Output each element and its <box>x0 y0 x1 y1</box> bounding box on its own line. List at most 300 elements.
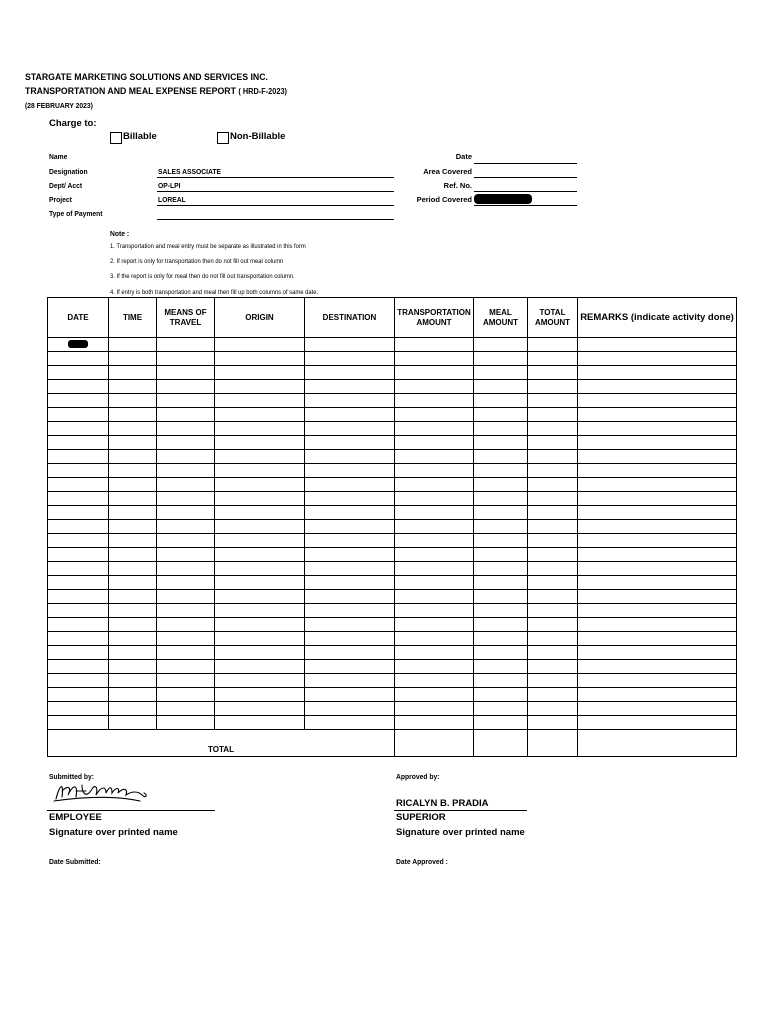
table-cell[interactable] <box>215 702 305 716</box>
table-cell[interactable] <box>215 492 305 506</box>
table-cell[interactable] <box>474 422 528 436</box>
table-cell[interactable] <box>157 590 215 604</box>
table-cell[interactable] <box>48 478 109 492</box>
table-cell[interactable] <box>305 478 395 492</box>
area-covered-line <box>474 177 577 178</box>
table-cell[interactable] <box>305 450 395 464</box>
table-cell[interactable] <box>578 506 737 520</box>
table-cell[interactable] <box>48 450 109 464</box>
total-remarks-cell[interactable] <box>578 730 737 757</box>
table-cell[interactable] <box>109 352 157 366</box>
table-cell[interactable] <box>157 520 215 534</box>
table-cell[interactable] <box>474 702 528 716</box>
table-row <box>48 576 737 590</box>
table-cell[interactable] <box>109 506 157 520</box>
table-cell[interactable] <box>528 464 578 478</box>
table-cell[interactable] <box>215 716 305 730</box>
table-cell[interactable] <box>305 590 395 604</box>
table-cell[interactable] <box>578 436 737 450</box>
table-cell[interactable] <box>395 380 474 394</box>
table-cell[interactable] <box>215 422 305 436</box>
table-cell[interactable] <box>48 492 109 506</box>
note-item-2: 2. If report is only for transportation then do not fill out meal column <box>110 258 284 265</box>
table-cell[interactable] <box>305 688 395 702</box>
table-cell[interactable] <box>578 422 737 436</box>
table-cell[interactable] <box>305 436 395 450</box>
table-cell[interactable] <box>157 408 215 422</box>
table-cell[interactable] <box>528 408 578 422</box>
table-cell[interactable] <box>474 352 528 366</box>
table-cell[interactable] <box>109 534 157 548</box>
table-cell[interactable] <box>109 394 157 408</box>
table-cell[interactable] <box>109 646 157 660</box>
employee-signature-caption: Signature over printed name <box>49 827 178 838</box>
table-cell[interactable] <box>305 394 395 408</box>
table-cell[interactable] <box>578 492 737 506</box>
table-cell[interactable] <box>157 338 215 352</box>
table-cell[interactable] <box>215 450 305 464</box>
table-cell[interactable] <box>578 604 737 618</box>
table-cell[interactable] <box>578 380 737 394</box>
table-cell[interactable] <box>305 646 395 660</box>
table-cell[interactable] <box>474 366 528 380</box>
table-cell[interactable] <box>215 604 305 618</box>
table-cell[interactable] <box>109 688 157 702</box>
table-cell[interactable] <box>395 576 474 590</box>
table-cell[interactable] <box>528 674 578 688</box>
report-date: (28 FEBRUARY 2023) <box>25 101 93 110</box>
table-cell[interactable] <box>395 492 474 506</box>
billable-checkbox[interactable] <box>110 132 122 144</box>
table-cell[interactable] <box>48 548 109 562</box>
table-cell[interactable] <box>474 688 528 702</box>
table-cell[interactable] <box>578 632 737 646</box>
table-cell[interactable] <box>157 352 215 366</box>
table-cell[interactable] <box>157 576 215 590</box>
table-cell[interactable] <box>48 380 109 394</box>
table-cell[interactable] <box>305 702 395 716</box>
table-cell[interactable] <box>395 520 474 534</box>
table-row <box>48 450 737 464</box>
table-cell[interactable] <box>215 436 305 450</box>
table-cell[interactable] <box>474 394 528 408</box>
table-cell[interactable] <box>474 380 528 394</box>
table-cell[interactable] <box>109 366 157 380</box>
table-cell[interactable] <box>578 520 737 534</box>
table-cell[interactable] <box>578 408 737 422</box>
table-row <box>48 702 737 716</box>
table-cell[interactable] <box>395 548 474 562</box>
table-cell[interactable] <box>474 576 528 590</box>
table-cell[interactable] <box>305 604 395 618</box>
table-cell[interactable] <box>305 674 395 688</box>
table-cell[interactable] <box>48 660 109 674</box>
table-row <box>48 422 737 436</box>
table-cell[interactable] <box>528 492 578 506</box>
table-cell[interactable] <box>48 352 109 366</box>
table-cell[interactable] <box>395 436 474 450</box>
table-cell[interactable] <box>528 450 578 464</box>
table-cell[interactable] <box>395 646 474 660</box>
table-cell[interactable] <box>109 380 157 394</box>
table-cell[interactable] <box>395 716 474 730</box>
table-cell[interactable] <box>215 548 305 562</box>
table-cell[interactable] <box>528 534 578 548</box>
total-transportation-cell[interactable] <box>395 730 474 757</box>
table-cell[interactable] <box>305 492 395 506</box>
table-cell[interactable] <box>157 492 215 506</box>
table-cell[interactable] <box>215 618 305 632</box>
table-cell[interactable] <box>528 604 578 618</box>
table-cell[interactable] <box>578 576 737 590</box>
table-cell[interactable] <box>305 548 395 562</box>
table-cell[interactable] <box>157 562 215 576</box>
table-cell[interactable] <box>215 464 305 478</box>
table-cell[interactable] <box>395 632 474 646</box>
table-cell[interactable] <box>157 380 215 394</box>
table-cell[interactable] <box>305 660 395 674</box>
table-cell[interactable] <box>395 422 474 436</box>
table-cell[interactable] <box>157 436 215 450</box>
table-cell[interactable] <box>395 674 474 688</box>
table-cell[interactable] <box>48 688 109 702</box>
table-cell[interactable] <box>157 464 215 478</box>
table-cell[interactable] <box>474 660 528 674</box>
table-cell[interactable] <box>48 590 109 604</box>
table-cell[interactable] <box>305 520 395 534</box>
table-cell[interactable] <box>474 478 528 492</box>
table-cell[interactable] <box>109 338 157 352</box>
table-cell[interactable] <box>474 590 528 604</box>
table-row <box>48 478 737 492</box>
table-cell[interactable] <box>528 576 578 590</box>
col-means-of-travel: MEANS OF TRAVEL <box>157 298 215 338</box>
table-cell[interactable] <box>48 716 109 730</box>
table-cell[interactable] <box>109 562 157 576</box>
total-meal-cell[interactable] <box>474 730 528 757</box>
table-cell[interactable] <box>474 646 528 660</box>
table-cell[interactable] <box>157 366 215 380</box>
table-cell[interactable] <box>157 618 215 632</box>
table-cell[interactable] <box>474 548 528 562</box>
table-cell[interactable] <box>305 380 395 394</box>
table-cell[interactable] <box>215 646 305 660</box>
table-cell[interactable] <box>528 590 578 604</box>
table-cell[interactable] <box>474 408 528 422</box>
table-cell[interactable] <box>395 534 474 548</box>
table-cell[interactable] <box>395 478 474 492</box>
table-cell[interactable] <box>109 520 157 534</box>
table-cell[interactable] <box>48 394 109 408</box>
table-cell[interactable] <box>528 352 578 366</box>
table-cell[interactable] <box>109 450 157 464</box>
table-cell[interactable] <box>578 562 737 576</box>
table-cell[interactable] <box>305 618 395 632</box>
table-cell[interactable] <box>528 548 578 562</box>
table-cell[interactable] <box>305 352 395 366</box>
table-cell[interactable] <box>215 478 305 492</box>
table-cell[interactable] <box>528 660 578 674</box>
table-cell[interactable] <box>528 562 578 576</box>
table-cell[interactable] <box>305 422 395 436</box>
employee-signature-line <box>47 810 215 811</box>
employee-signature <box>52 779 152 805</box>
table-cell[interactable] <box>215 408 305 422</box>
table-cell[interactable] <box>528 422 578 436</box>
ref-no-line <box>474 191 577 192</box>
table-row <box>48 338 737 352</box>
table-cell[interactable] <box>48 604 109 618</box>
expense-table <box>47 297 737 757</box>
table-cell[interactable] <box>578 660 737 674</box>
table-cell[interactable] <box>528 478 578 492</box>
table-cell[interactable] <box>528 702 578 716</box>
table-cell[interactable] <box>474 632 528 646</box>
table-cell[interactable] <box>578 352 737 366</box>
table-cell[interactable] <box>528 436 578 450</box>
total-row <box>48 730 737 757</box>
table-cell[interactable] <box>215 366 305 380</box>
employee-role: EMPLOYEE <box>49 812 102 823</box>
table-cell[interactable] <box>48 632 109 646</box>
table-cell[interactable] <box>474 492 528 506</box>
table-cell[interactable] <box>395 464 474 478</box>
table-row <box>48 394 737 408</box>
table-cell[interactable] <box>48 436 109 450</box>
table-cell[interactable] <box>395 590 474 604</box>
table-cell[interactable] <box>474 674 528 688</box>
table-cell[interactable] <box>109 618 157 632</box>
table-cell[interactable] <box>528 366 578 380</box>
table-cell[interactable] <box>578 688 737 702</box>
table-cell[interactable] <box>109 576 157 590</box>
table-cell[interactable] <box>109 422 157 436</box>
table-cell[interactable] <box>157 702 215 716</box>
note-item-3: 3. If the report is only for meal then do not fill out transportation column. <box>110 273 295 280</box>
col-date: DATE <box>48 298 109 338</box>
table-cell[interactable] <box>109 478 157 492</box>
table-cell[interactable] <box>109 548 157 562</box>
table-cell[interactable] <box>395 394 474 408</box>
dept-acct-line <box>157 191 394 192</box>
type-of-payment-label: Type of Payment <box>49 209 103 218</box>
table-cell[interactable] <box>528 506 578 520</box>
table-cell[interactable] <box>48 520 109 534</box>
table-cell[interactable] <box>578 590 737 604</box>
table-cell[interactable] <box>215 394 305 408</box>
table-cell[interactable] <box>109 632 157 646</box>
table-cell[interactable] <box>48 366 109 380</box>
table-cell[interactable] <box>157 688 215 702</box>
table-cell[interactable] <box>157 422 215 436</box>
table-cell[interactable] <box>305 534 395 548</box>
table-row <box>48 464 737 478</box>
table-cell[interactable] <box>474 520 528 534</box>
table-cell[interactable] <box>474 716 528 730</box>
date-submitted-label: Date Submitted: <box>49 857 101 866</box>
table-row <box>48 408 737 422</box>
table-cell[interactable] <box>474 436 528 450</box>
table-cell[interactable] <box>109 716 157 730</box>
table-cell[interactable] <box>157 716 215 730</box>
table-cell[interactable] <box>215 660 305 674</box>
report-title <box>25 86 287 97</box>
table-cell[interactable] <box>109 492 157 506</box>
table-cell[interactable] <box>305 366 395 380</box>
table-cell[interactable] <box>578 338 737 352</box>
table-cell[interactable] <box>48 506 109 520</box>
table-cell[interactable] <box>395 618 474 632</box>
table-cell[interactable] <box>578 674 737 688</box>
table-cell[interactable] <box>215 520 305 534</box>
table-cell[interactable] <box>215 576 305 590</box>
table-cell[interactable] <box>215 380 305 394</box>
table-cell[interactable] <box>109 436 157 450</box>
table-cell[interactable] <box>578 450 737 464</box>
table-cell[interactable] <box>528 618 578 632</box>
table-cell[interactable] <box>48 464 109 478</box>
table-cell[interactable] <box>474 506 528 520</box>
table-cell[interactable] <box>528 688 578 702</box>
table-cell[interactable] <box>48 562 109 576</box>
table-cell[interactable] <box>395 450 474 464</box>
table-cell[interactable] <box>395 688 474 702</box>
table-cell[interactable] <box>109 590 157 604</box>
table-cell[interactable] <box>157 632 215 646</box>
designation-value[interactable]: SALES ASSOCIATE <box>158 167 222 176</box>
table-cell[interactable] <box>305 464 395 478</box>
table-cell[interactable] <box>305 338 395 352</box>
table-cell[interactable] <box>474 562 528 576</box>
table-cell[interactable] <box>395 702 474 716</box>
table-cell[interactable] <box>578 618 737 632</box>
designation-label: Designation <box>49 167 88 176</box>
table-cell[interactable] <box>157 394 215 408</box>
table-cell[interactable] <box>395 366 474 380</box>
table-cell[interactable] <box>109 660 157 674</box>
project-value[interactable]: LOREAL <box>158 195 186 204</box>
table-cell[interactable] <box>48 408 109 422</box>
table-cell[interactable] <box>157 646 215 660</box>
table-cell[interactable] <box>395 506 474 520</box>
table-cell[interactable] <box>305 408 395 422</box>
table-cell[interactable] <box>157 604 215 618</box>
table-cell[interactable] <box>215 674 305 688</box>
table-cell[interactable] <box>48 646 109 660</box>
table-cell[interactable] <box>528 338 578 352</box>
table-cell[interactable] <box>395 352 474 366</box>
table-cell[interactable] <box>578 548 737 562</box>
table-cell[interactable] <box>215 534 305 548</box>
table-cell[interactable] <box>528 716 578 730</box>
table-cell[interactable] <box>48 618 109 632</box>
table-cell[interactable] <box>48 534 109 548</box>
table-cell[interactable] <box>48 576 109 590</box>
col-remarks: REMARKS (indicate activity done) <box>578 298 737 338</box>
table-cell[interactable] <box>578 716 737 730</box>
note-item-1: 1. Transportation and meal entry must be separate as illustrated in this form <box>110 243 306 250</box>
table-cell[interactable] <box>48 702 109 716</box>
table-cell[interactable] <box>215 506 305 520</box>
table-cell[interactable] <box>305 716 395 730</box>
table-cell[interactable] <box>578 366 737 380</box>
table-cell[interactable] <box>157 450 215 464</box>
table-cell[interactable] <box>578 702 737 716</box>
table-cell[interactable] <box>157 506 215 520</box>
col-destination: DESTINATION <box>305 298 395 338</box>
approved-by-label: Approved by: <box>396 772 440 781</box>
table-cell[interactable] <box>528 646 578 660</box>
table-cell[interactable] <box>578 534 737 548</box>
table-cell[interactable] <box>215 590 305 604</box>
total-amount-cell[interactable] <box>528 730 578 757</box>
table-cell[interactable] <box>474 338 528 352</box>
table-cell[interactable] <box>305 576 395 590</box>
table-cell[interactable] <box>474 450 528 464</box>
table-cell[interactable] <box>528 632 578 646</box>
table-cell[interactable] <box>528 520 578 534</box>
table-cell[interactable] <box>528 380 578 394</box>
table-cell[interactable] <box>395 338 474 352</box>
table-cell[interactable] <box>215 562 305 576</box>
company-name: STARGATE MARKETING SOLUTIONS AND SERVICES INC. <box>25 72 268 83</box>
table-cell[interactable] <box>48 674 109 688</box>
table-cell[interactable] <box>215 632 305 646</box>
table-cell[interactable] <box>305 632 395 646</box>
table-cell[interactable] <box>109 674 157 688</box>
table-row <box>48 366 737 380</box>
table-cell[interactable] <box>578 646 737 660</box>
table-cell[interactable] <box>215 352 305 366</box>
table-cell[interactable] <box>215 338 305 352</box>
note-title: Note : <box>110 229 130 238</box>
table-cell[interactable] <box>395 408 474 422</box>
table-cell[interactable] <box>578 464 737 478</box>
table-cell[interactable] <box>474 464 528 478</box>
table-cell[interactable] <box>109 408 157 422</box>
table-cell[interactable] <box>395 660 474 674</box>
period-covered-redaction <box>474 194 532 204</box>
table-cell[interactable] <box>395 604 474 618</box>
table-cell[interactable] <box>48 422 109 436</box>
table-cell[interactable] <box>474 534 528 548</box>
table-cell[interactable] <box>578 394 737 408</box>
project-line <box>157 205 394 206</box>
table-cell[interactable] <box>474 618 528 632</box>
table-cell[interactable] <box>578 478 737 492</box>
report-code: ( HRD-F-2023) <box>238 87 288 96</box>
table-row <box>48 688 737 702</box>
table-cell[interactable] <box>48 338 109 352</box>
table-cell[interactable] <box>474 604 528 618</box>
table-cell[interactable] <box>157 478 215 492</box>
table-cell[interactable] <box>215 688 305 702</box>
table-cell[interactable] <box>395 562 474 576</box>
table-cell[interactable] <box>528 394 578 408</box>
table-cell[interactable] <box>157 660 215 674</box>
table-cell[interactable] <box>109 702 157 716</box>
non-billable-checkbox[interactable] <box>217 132 229 144</box>
dept-acct-value[interactable]: OP-LPI <box>158 181 181 190</box>
table-cell[interactable] <box>157 674 215 688</box>
col-time: TIME <box>109 298 157 338</box>
table-cell[interactable] <box>109 604 157 618</box>
table-cell[interactable] <box>109 464 157 478</box>
table-cell[interactable] <box>157 534 215 548</box>
table-cell[interactable] <box>305 506 395 520</box>
table-cell[interactable] <box>157 548 215 562</box>
table-cell[interactable] <box>305 562 395 576</box>
